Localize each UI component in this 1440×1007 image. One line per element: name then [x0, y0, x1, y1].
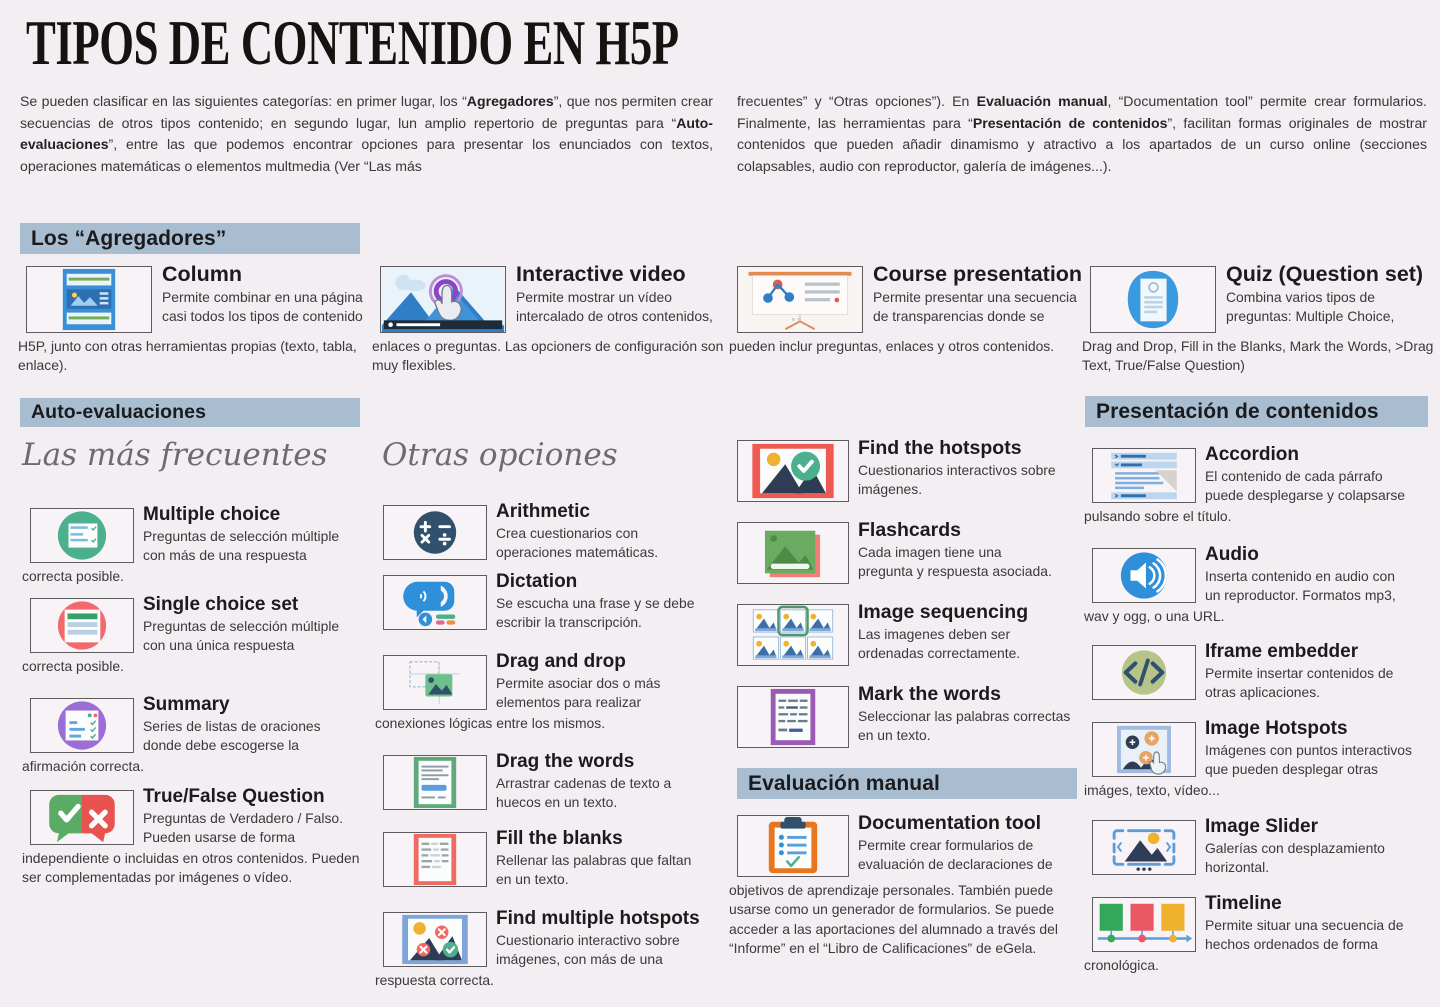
- content-type-title: Flashcards: [858, 519, 961, 541]
- content-type-description: Permite presentar una secuencia de transparencias donde se: [873, 289, 1077, 325]
- content-type-description: El contenido de cada párrafo puede desplegarse y colapsarse: [1205, 468, 1406, 504]
- content-type-title: Find multiple hotspots: [496, 908, 700, 929]
- drag-and-drop-icon: [383, 655, 487, 710]
- subheading-las-mas-frecuentes: Las más frecuentes: [22, 437, 328, 473]
- content-type-description-overflow: imáges, texto, vídeo...: [1084, 782, 1220, 798]
- content-type-description: Cuestionario interactivo sobre imágenes, con más de una: [496, 932, 680, 968]
- content-type-description: Permite asociar dos o más elementos para realizar: [496, 675, 661, 711]
- content-type-description: Series de listas de oraciones donde debe escogerse la: [143, 718, 321, 754]
- content-type-description: Permite mostrar un vídeo intercalado de otros contenidos,: [516, 289, 713, 325]
- content-type-description: Preguntas de selección múltiple con una única respuesta: [143, 618, 340, 654]
- content-type-description: Permite insertar contenidos de otras aplicaciones.: [1205, 665, 1394, 701]
- audio-icon: [1092, 548, 1196, 603]
- mark-the-words-icon: [737, 686, 849, 748]
- content-type-description-overflow: wav y ogg, o una URL.: [1084, 608, 1225, 624]
- content-type-description: Las imagenes deben ser ordenadas correctamente.: [858, 626, 1021, 662]
- drag-the-words-icon: [383, 755, 487, 810]
- content-type-title: Arithmetic: [496, 501, 590, 522]
- content-type-title: Interactive video: [516, 262, 686, 286]
- timeline-icon: [1092, 897, 1196, 952]
- content-type-description: Permite situar una secuencia de hechos ordenados de forma: [1205, 917, 1404, 953]
- fill-the-blanks-icon: [383, 832, 487, 887]
- content-type-title: Find the hotspots: [858, 437, 1022, 459]
- summary-icon: [30, 698, 134, 753]
- content-type-title: Audio: [1205, 544, 1259, 565]
- documentation-tool-icon: [737, 815, 849, 877]
- content-type-title: Fill the blanks: [496, 828, 623, 849]
- content-type-description-overflow: conexiones lógicas entre los mismos.: [375, 715, 606, 731]
- content-type-description: Cuestionarios interactivos sobre imágenes.: [858, 462, 1056, 498]
- content-type-description: Crea cuestionarios con operaciones matemáticas.: [496, 525, 659, 561]
- interactive-video-icon: [380, 266, 506, 333]
- content-type-title: Summary: [143, 694, 230, 715]
- content-type-description-overflow: correcta posible.: [22, 658, 124, 674]
- page-title: TIPOS DE CONTENIDO EN H5P: [26, 9, 679, 79]
- content-type-title: Quiz (Question set): [1226, 262, 1424, 286]
- content-type-description: Combina varios tipos de preguntas: Multiple Choice,: [1226, 289, 1395, 325]
- content-type-title: Dictation: [496, 571, 578, 592]
- content-type-description-overflow: correcta posible.: [22, 568, 124, 584]
- find-the-hotspots-icon: [737, 440, 849, 502]
- quiz-question-set-icon: [1090, 266, 1216, 333]
- iframe-embedder-icon: [1092, 645, 1196, 700]
- content-type-description-overflow: afirmación correcta.: [22, 758, 144, 774]
- content-type-description-overflow: objetivos de aprendizaje personales. También puede usarse como un generador de formularios. Se puede acceder a las aportaciones del alumnado a través del “Informe” en el “Libro de Calificaciones” de eGela.: [729, 882, 1058, 957]
- section-band-agregadores: Los “Agregadores”: [20, 223, 360, 254]
- content-type-title: Drag and drop: [496, 651, 626, 672]
- content-type-title: Image Hotspots: [1205, 718, 1348, 739]
- content-type-title: Drag the words: [496, 751, 635, 772]
- content-type-description: Galerías con desplazamiento horizontal.: [1205, 840, 1385, 876]
- flashcards-icon: [737, 522, 849, 584]
- content-type-description: Seleccionar las palabras correctas en un texto.: [858, 708, 1071, 744]
- true-false-question-icon: [30, 790, 134, 845]
- content-type-description: Preguntas de selección múltiple con más de una respuesta: [143, 528, 340, 564]
- content-type-description: Se escucha una frase y se debe escribir la transcripción.: [496, 595, 695, 631]
- content-type-description: Permite crear formularios de evaluación de declaraciones de: [858, 837, 1053, 873]
- content-type-title: Timeline: [1205, 893, 1282, 914]
- arithmetic-icon: [383, 505, 487, 560]
- column-icon: [26, 266, 152, 333]
- content-type-description: Preguntas de Verdadero / Falso. Pueden usarse de forma: [143, 810, 343, 846]
- section-band-autoevaluaciones: Auto-evaluaciones: [20, 398, 360, 427]
- content-type-title: Image sequencing: [858, 601, 1029, 623]
- dictation-icon: [383, 575, 487, 630]
- content-type-title: Course presentation: [873, 262, 1083, 286]
- content-type-title: Multiple choice: [143, 504, 281, 525]
- content-type-title: Mark the words: [858, 683, 1002, 705]
- subheading-otras-opciones: Otras opciones: [382, 437, 618, 473]
- content-type-description-overflow: independiente o incluidas en otros contenidos. Pueden ser complementadas por imágenes o vídeo.: [22, 850, 360, 886]
- content-type-title: Column: [162, 262, 243, 286]
- content-type-title: Documentation tool: [858, 812, 1042, 834]
- content-type-description-overflow: cronológica.: [1084, 957, 1159, 973]
- content-type-description: Permite combinar en una página casi todos los tipos de contenido: [162, 289, 363, 325]
- content-type-description: Cada imagen tiene una pregunta y respuesta asociada.: [858, 544, 1052, 580]
- content-type-description: Arrastrar cadenas de texto a huecos en un texto.: [496, 775, 672, 811]
- multiple-choice-icon: [30, 508, 134, 563]
- content-type-description-overflow: pulsando sobre el título.: [1084, 508, 1232, 524]
- intro-paragraph-right: frecuentes” y “Otras opciones”). En Evaluación manual, “Documentation tool” permite crear formularios. Finalmente, las herramientas para “Presentación de contenidos”, facilitan formas originales de mostrar contenidos que pueden añadir dinamismo y atractivo a los apartados de un curso online (secciones colapsables, audio con reproductor, galería de imágenes...).: [737, 93, 1427, 174]
- content-type-description: Rellenar las palabras que faltan en un texto.: [496, 852, 692, 888]
- content-type-title: Single choice set: [143, 594, 299, 615]
- content-type-title: Iframe embedder: [1205, 641, 1359, 662]
- course-presentation-icon: [737, 266, 863, 333]
- image-hotspots-icon: [1092, 722, 1196, 777]
- content-type-description-overflow: respuesta correcta.: [375, 972, 494, 988]
- content-type-description-overflow: Drag and Drop, Fill in the Blanks, Mark the Words, >Drag Text, True/False Question): [1082, 338, 1434, 374]
- content-type-description-overflow: enlaces o preguntas. Las opcioners de configuración son muy flexibles.: [372, 338, 724, 374]
- accordion-icon: [1092, 448, 1196, 503]
- content-type-description-overflow: H5P, junto con otras herramientas propias (texto, tabla, enlace).: [18, 338, 357, 374]
- content-type-description: Imágenes con puntos interactivos que pueden desplegar otras: [1205, 742, 1412, 778]
- image-sequencing-icon: [737, 604, 849, 666]
- single-choice-set-icon: [30, 598, 134, 653]
- image-slider-icon: [1092, 820, 1196, 875]
- content-type-title: Image Slider: [1205, 816, 1318, 837]
- content-type-title: True/False Question: [143, 786, 325, 807]
- section-band-evaluacion-manual: Evaluación manual: [737, 768, 1077, 799]
- content-type-title: Accordion: [1205, 444, 1299, 465]
- find-multiple-hotspots-icon: [383, 912, 487, 967]
- intro-paragraph-left: Se pueden clasificar en las siguientes categorías: en primer lugar, los “Agregadores”, que nos permiten crear secuencias de otros tipos contenido; en segundo lugar, lun amplio repertorio de preguntas para “Auto-evaluaciones”, entre las que podemos encontrar opciones para presentar los enunciados con textos, operaciones matemáticas o elementos multmedia (Ver “Las más: [20, 93, 713, 174]
- section-band-presentacion: Presentación de contenidos: [1085, 396, 1428, 427]
- content-type-description-overflow: pueden inclur preguntas, enlaces y otros contenidos.: [729, 338, 1055, 354]
- content-type-description: Inserta contenido en audio con un reproductor. Formatos mp3,: [1205, 568, 1396, 604]
